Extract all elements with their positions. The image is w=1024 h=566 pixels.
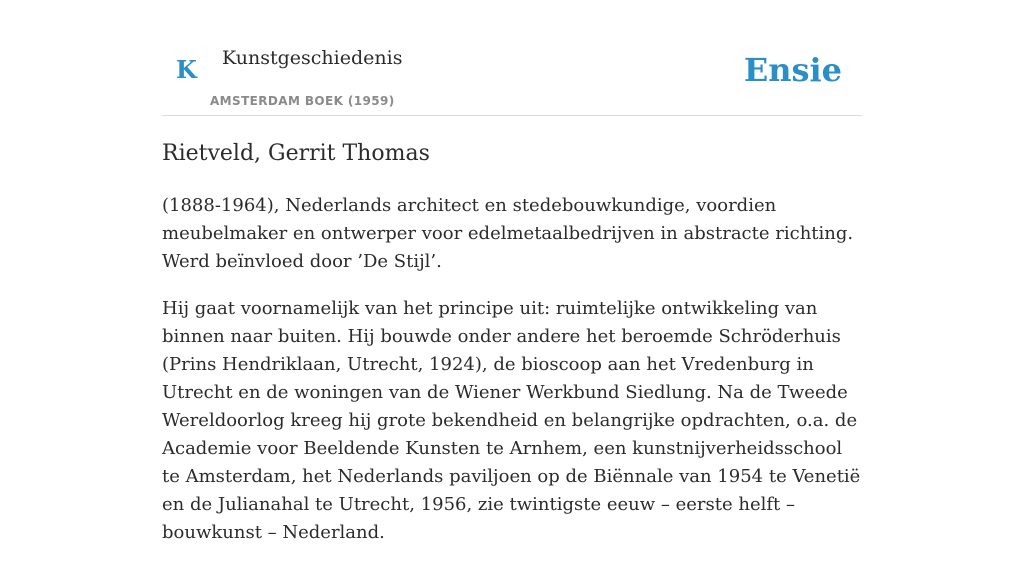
article-title: Rietveld, Gerrit Thomas: [162, 141, 430, 166]
source-label: AMSTERDAM BOEK (1959): [210, 94, 395, 108]
article-body: [162, 192, 862, 566]
article-paragraph: (1888-1964), Nederlands architect en stedebouwkundige, voordien meubelmaker en ontwerper voor edelmetaalbedrijven in abstracte richting. Werd beïnvloed door ’De Stijl’.: [162, 195, 854, 272]
article-paragraph: Hij gaat voornamelijk van het principe uit: ruimtelijke ontwikkeling van binnen naar buiten. Hij bouwde onder andere het beroemde Schröderhuis (Prins Hendriklaan, Utrecht, 1924), de bioscoop aan het Vredenburg in Utrecht en de woningen van de Wiener Werkbund Siedlung. Na de Tweede Wereldoorlog kreeg hij grote bekendheid en belangrijke opdrachten, o.a. de Academie voor Beeldende Kunsten te Arnhem, een kunstnijverheidsschool te Amsterdam, het Nederlands paviljoen op de Biënnale van 1954 te Venetië en de Julianahal te Utrecht, 1956, zie twintigste eeuw – eerste helft – bouwkunst – Nederland.: [162, 298, 861, 543]
brand-logo[interactable]: Ensie: [743, 51, 842, 89]
category-letter-icon[interactable]: K: [176, 55, 197, 84]
page-header: [162, 0, 862, 116]
category-link[interactable]: Kunstgeschiedenis: [222, 47, 403, 69]
